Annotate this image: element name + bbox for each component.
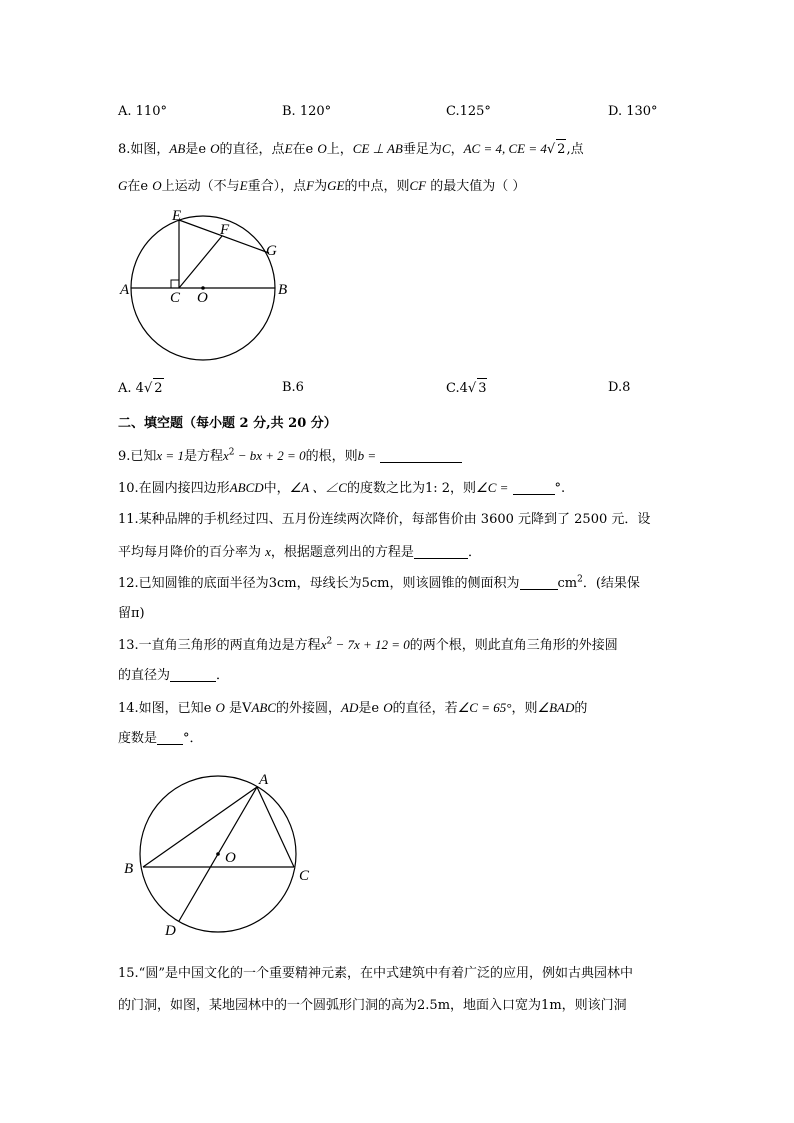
q11-text: ． (467, 545, 481, 560)
q9-text: 9.已知 (118, 449, 157, 464)
q8-math-c: C (441, 141, 451, 156)
q7-option-c: C.125° (446, 104, 491, 119)
q12-text: ．(结果保 (582, 576, 640, 591)
q10-math-angles: ∠A 、∠C (289, 480, 347, 495)
section-title: 二、填空题（每小题 2 分,共 20 分） (118, 416, 337, 431)
q15-math-h: 2.5m (417, 998, 451, 1013)
q8-text: 的直径，点 (219, 142, 285, 157)
q10-text: 中， (263, 481, 290, 496)
q8-math-o: O (317, 141, 327, 156)
q11-text: 平均每月降价的百分率为 (118, 545, 266, 560)
q12-text: 12.已知圆锥的底面半径为 (118, 576, 269, 591)
label-o: O (225, 850, 236, 866)
sqrt-radicand: 2 (556, 139, 566, 160)
q8-option-b: B.6 (282, 380, 304, 395)
label-f: F (220, 222, 230, 238)
q13-text: 的两个根，则此直角三角形的外接圆 (409, 638, 618, 653)
q12-math-l: 5cm (361, 576, 390, 591)
q8-option-d: D.8 (608, 380, 631, 395)
q11-math-x: x (265, 544, 271, 559)
q8-text: ,点 (566, 142, 584, 157)
q12-unit: cm (557, 576, 578, 591)
q8-text: 在 (127, 179, 141, 194)
q8-math-g: G (118, 178, 128, 193)
q9-text: 是方程 (183, 449, 223, 464)
q8-option-text: A. 4 (118, 381, 144, 396)
q15-line2 (118, 996, 627, 1016)
q15-text: ，则该门洞 (561, 998, 627, 1013)
q14-text: 的 (574, 701, 588, 716)
q13-math-eq: − 7x + 12 = 0 (332, 637, 410, 652)
label-e: E (172, 208, 182, 224)
sqrt-symbol: √ 3 (468, 378, 488, 399)
q13-text: 13.一直角三角形的两直角边是方程 (118, 638, 321, 653)
triangle-symbol: V (242, 701, 252, 716)
q12-math-r: 3cm (268, 576, 297, 591)
q11-text: ，根据题意列出的方程是 (270, 545, 414, 560)
q8-text: 上， (326, 142, 353, 157)
q8-text: ， (450, 142, 464, 157)
q14-text: 14.如图，已知 (118, 701, 204, 716)
label-d: D (165, 923, 176, 939)
q14-math-ad: AD (341, 700, 359, 715)
q9-math-cond: x = 1 (156, 448, 184, 463)
q9-math-eq: x (222, 448, 229, 463)
q8-text: 是 (185, 142, 199, 157)
q8-math-ab: AB (169, 141, 186, 156)
q8-text: 的中点，则 (344, 179, 410, 194)
q8-math-f: F (306, 178, 315, 193)
q8-math-o: O (210, 141, 220, 156)
q8-text: 的最大值为（ ） (430, 179, 526, 194)
q7-option-d: D. 130° (608, 104, 658, 119)
q7-option-b: B. 120° (282, 104, 332, 119)
q8-math-e: E (239, 178, 248, 193)
q15-text: 的门洞，如图，某地园林中的一个圆弧形门洞的高为 (118, 998, 418, 1013)
label-b: B (278, 282, 288, 298)
label-c: C (299, 868, 310, 884)
q9-math-eq: − bx + 2 = 0 (234, 448, 306, 463)
q10-text: 10.在圆内接四边形 (118, 481, 230, 496)
sqrt-radicand: 3 (477, 378, 487, 399)
q8-text: 垂足为 (402, 142, 442, 157)
q8-text: 在 (292, 142, 306, 157)
q11-line1: 11.某种品牌的手机经过四、五月份连续两次降价，每部售价由 3600 元降到了 2500 元．设 (118, 512, 651, 527)
q8-text: 为 (314, 179, 328, 194)
sqrt-symbol: √ 2 (547, 139, 567, 160)
q8-math-e: E (284, 141, 293, 156)
q10-text: °. (554, 481, 566, 496)
q13-math-eq: x (320, 637, 327, 652)
label-a: A (120, 282, 130, 298)
q12-line2: 留π) (118, 606, 145, 621)
q10-text: ，则 (450, 481, 477, 496)
side-ac (257, 787, 294, 867)
q8-math-ge: GE (327, 178, 345, 193)
q8-math-perp: CE ⊥ AB (352, 141, 403, 156)
q14-math-cond: ∠C = 65° (457, 700, 512, 715)
q14-math-bad: ∠BAD (537, 700, 575, 715)
q14-text: 度数是 (118, 731, 158, 746)
q14-text: ，则 (511, 701, 538, 716)
q14-text: 是 (224, 701, 243, 716)
sqrt-radicand: 2 (153, 378, 163, 399)
q9-math-exp: 2 (228, 447, 235, 458)
q13-text: 的直径为 (118, 668, 171, 683)
q14-math-o: O (215, 700, 225, 715)
q12-text: ，母线长为 (296, 576, 362, 591)
label-o: O (197, 290, 208, 306)
q14-text: 的外接圆， (276, 701, 342, 716)
q8-math-cf: CF (409, 178, 427, 193)
label-a: A (259, 772, 269, 788)
q8-text: 重合），点 (247, 179, 307, 194)
circle-symbol: e (140, 179, 149, 194)
side-ab (143, 787, 257, 867)
q8-math-o: O (152, 178, 162, 193)
label-g: G (266, 243, 277, 259)
q14-text: 的直径，若 (392, 701, 458, 716)
q8-option-text: C.4 (446, 381, 468, 396)
q13-math-exp: 2 (326, 636, 333, 647)
q10-math-ratio: 1: 2 (424, 481, 451, 496)
center-dot (216, 852, 220, 856)
label-b: B (124, 861, 134, 877)
sqrt-symbol: √ 2 (144, 378, 164, 399)
circle-symbol: e (198, 142, 207, 157)
q13-text: ． (216, 668, 230, 683)
label-c: C (170, 290, 181, 306)
q8-math-lengths: AC = 4, CE = 4 (463, 141, 547, 156)
circle-symbol: e (305, 142, 314, 157)
circle-symbol: e (203, 701, 212, 716)
q10-text: 的度数之比为 (346, 481, 425, 496)
q7-option-a: A. 110° (118, 104, 167, 119)
q9-math-b: b = (357, 448, 377, 463)
q8-text: 上运动（不与 (161, 179, 240, 194)
q9-text: 的根，则 (305, 449, 358, 464)
q10-math-angc: ∠C = (476, 480, 509, 495)
q15-math-w: 1m (541, 998, 562, 1013)
q12-unit-exp: 2 (577, 574, 583, 585)
q14-math-abc: ABC (251, 700, 277, 715)
q14-math-o: O (383, 700, 393, 715)
circle-symbol: e (371, 701, 380, 716)
q12-text: ，则该圆锥的侧面积为 (389, 576, 520, 591)
q14-text: 是 (358, 701, 372, 716)
q15-text: ，地面入口宽为 (450, 998, 542, 1013)
q10-math-abcd: ABCD (229, 480, 264, 495)
q15-line1: 15.“圆”是中国文化的一个重要精神元素，在中式建筑中有着广泛的应用，例如古典园林中 (118, 966, 633, 981)
q14-text: °． (183, 731, 203, 746)
q8-text: 8.如图， (118, 142, 170, 157)
